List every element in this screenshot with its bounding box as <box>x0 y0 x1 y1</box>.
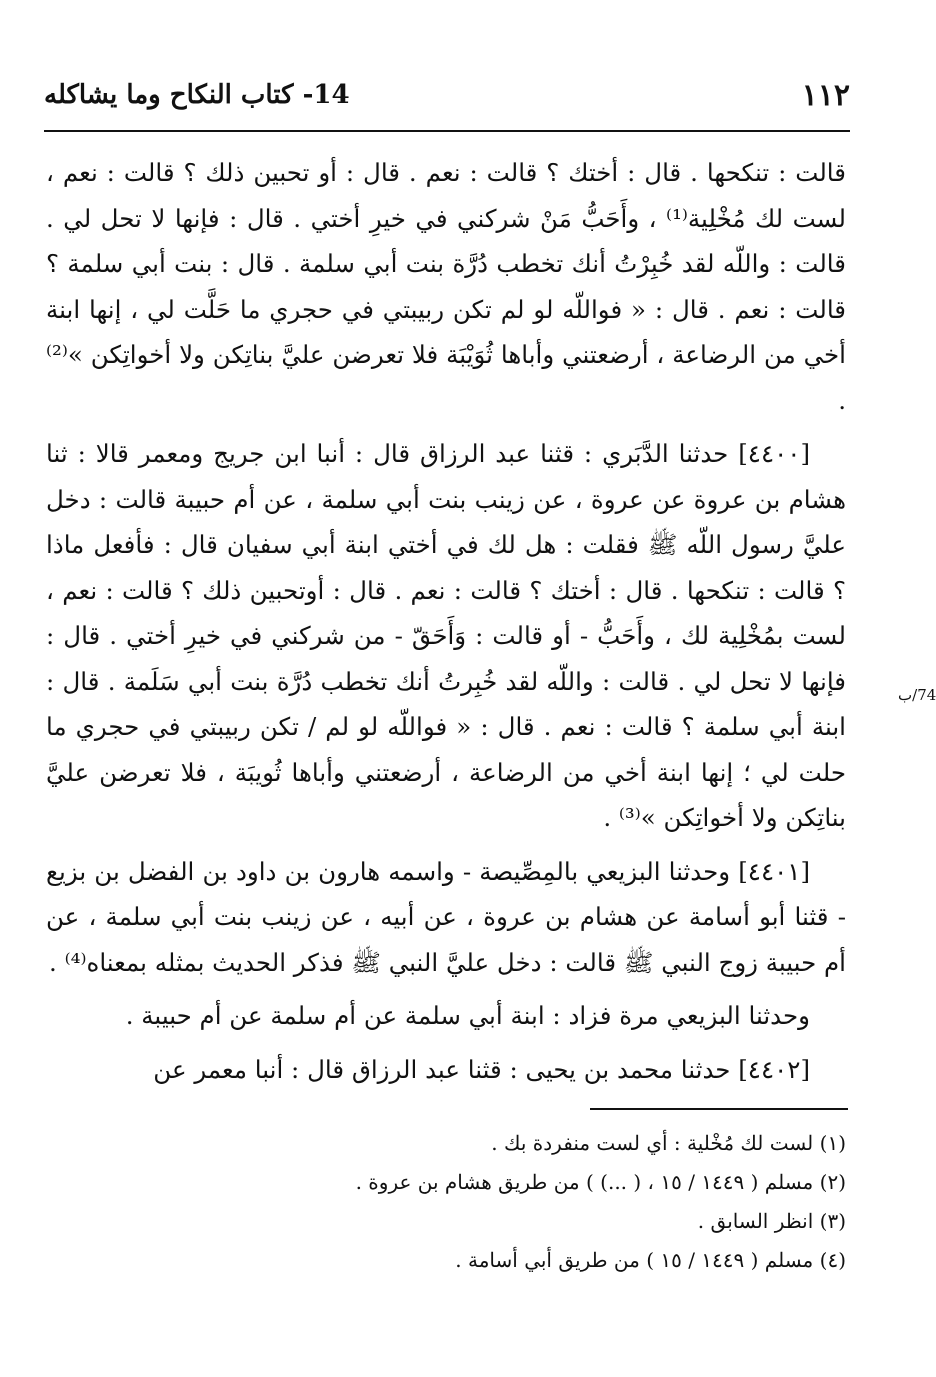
footnote-3: (٣) انظر السابق . <box>697 1209 846 1233</box>
paragraph-addition: وحدثنا البزيعي مرة فزاد : ابنة أبي سلمة عن أم سلمة عن أم حبيبة . <box>125 1001 810 1030</box>
hadith-4400: [٤٤٠٠] حدثنا الدَّبَري : قثنا عبد الرزاق قال : أنبا ابن جريج ومعمر قالا : ثنا هشام بن عروة عن عروة ، عن زينب بنت أبي سلمة ، عن أم حبيبة قالت : دخل عليَّ رسول اللّه ﷺ فقلت : هل لك في أختي ابنة أبي سفيان قال : فأفعل ماذا ؟ قالت : تنكحها . قال : أختك ؟ قالت : نعم . قال : أوتحبين ذلك ؟ قالت : نعم ، لست بمُخْلِية لك ، وأَحَبُّ - أو قالت : وَأَحَقّ - من شركني في خيرِ أختي . قال : فإنها لا تحل لي . قالت : واللّه لقد خُبِرتُ أنك تخطب دُرَّة بنت أبي سَلَمة . قال : ابنة أبي سلمة ؟ قالت : نعم . قال : « فواللّه لو لم / تكن ربيبتي في حجري ما حلت لي ؛ إنها ابنة أخي من الرضاعة ، أرضعتني وأباها ثُويبَة ، فلا تعرضن عليَّ بناتِكن ولا أخواتِكن »⁽³⁾ . <box>46 439 846 832</box>
hadith-4402: [٤٤٠٢] حدثنا محمد بن يحيى : قثنا عبد الرزاق قال : أنبا معمر عن <box>153 1054 810 1084</box>
footnote-4: (٤) مسلم ( ١٤٤٩ / ١٥ ) من طريق أبي أسامة . <box>455 1248 846 1272</box>
page-header <box>44 78 850 118</box>
paragraph-1: قالت : تنكحها . قال : أختك ؟ قالت : نعم . قال : أو تحبين ذلك ؟ قالت : نعم ، لست لك مُخْلِية⁽¹⁾ ، وأَحَبُّ مَنْ شركني في خيرِ أختي . قال : فإنها لا تحل لي . قالت : واللّه لقد خُبِرْتُ أنك تخطب دُرَّة بنت أبي سلمة . قال : بنت أبي سلمة ؟ قالت : نعم . قال : « فواللّه لو لم تكن ربيبتي في حجري ما حَلَّت لي ، إنها ابنة أخي من الرضاعة ، أرضعتني وأباها ثُوَيْبَة فلا تعرضن عليَّ بناتِكن ولا أخواتِكن »⁽²⁾ . <box>46 158 846 415</box>
page-number: ١١٢ <box>801 78 850 113</box>
manuscript-folio-marker: 74/ب <box>898 686 936 704</box>
main-text <box>46 150 846 1100</box>
hadith-4401: [٤٤٠١] وحدثنا البزيعي بالمِصِّيصة - واسمه هارون بن داود بن الفضل بن بزيع - قثنا أبو أسامة عن هشام بن عروة ، عن أبيه ، عن زينب بنت أبي سلمة ، عن أم حبيبة زوج النبي ﷺ قالت : دخل عليَّ النبي ﷺ فذكر الحديث بمثله بمعناه⁽⁴⁾ . <box>46 856 846 977</box>
chapter-title: 14- كتاب النكاح وما يشاكله <box>44 80 350 110</box>
footnote-separator <box>590 1108 848 1110</box>
header-rule <box>44 130 850 132</box>
footnote-2: (٢) مسلم ( ١٤٤٩ / ١٥ ، ( ...) ) من طريق هشام بن عروة . <box>355 1170 846 1194</box>
footnote-1: (١) لست لك مُخْلية : أي لست منفردة بك . <box>491 1131 846 1155</box>
footnotes <box>46 1124 846 1280</box>
